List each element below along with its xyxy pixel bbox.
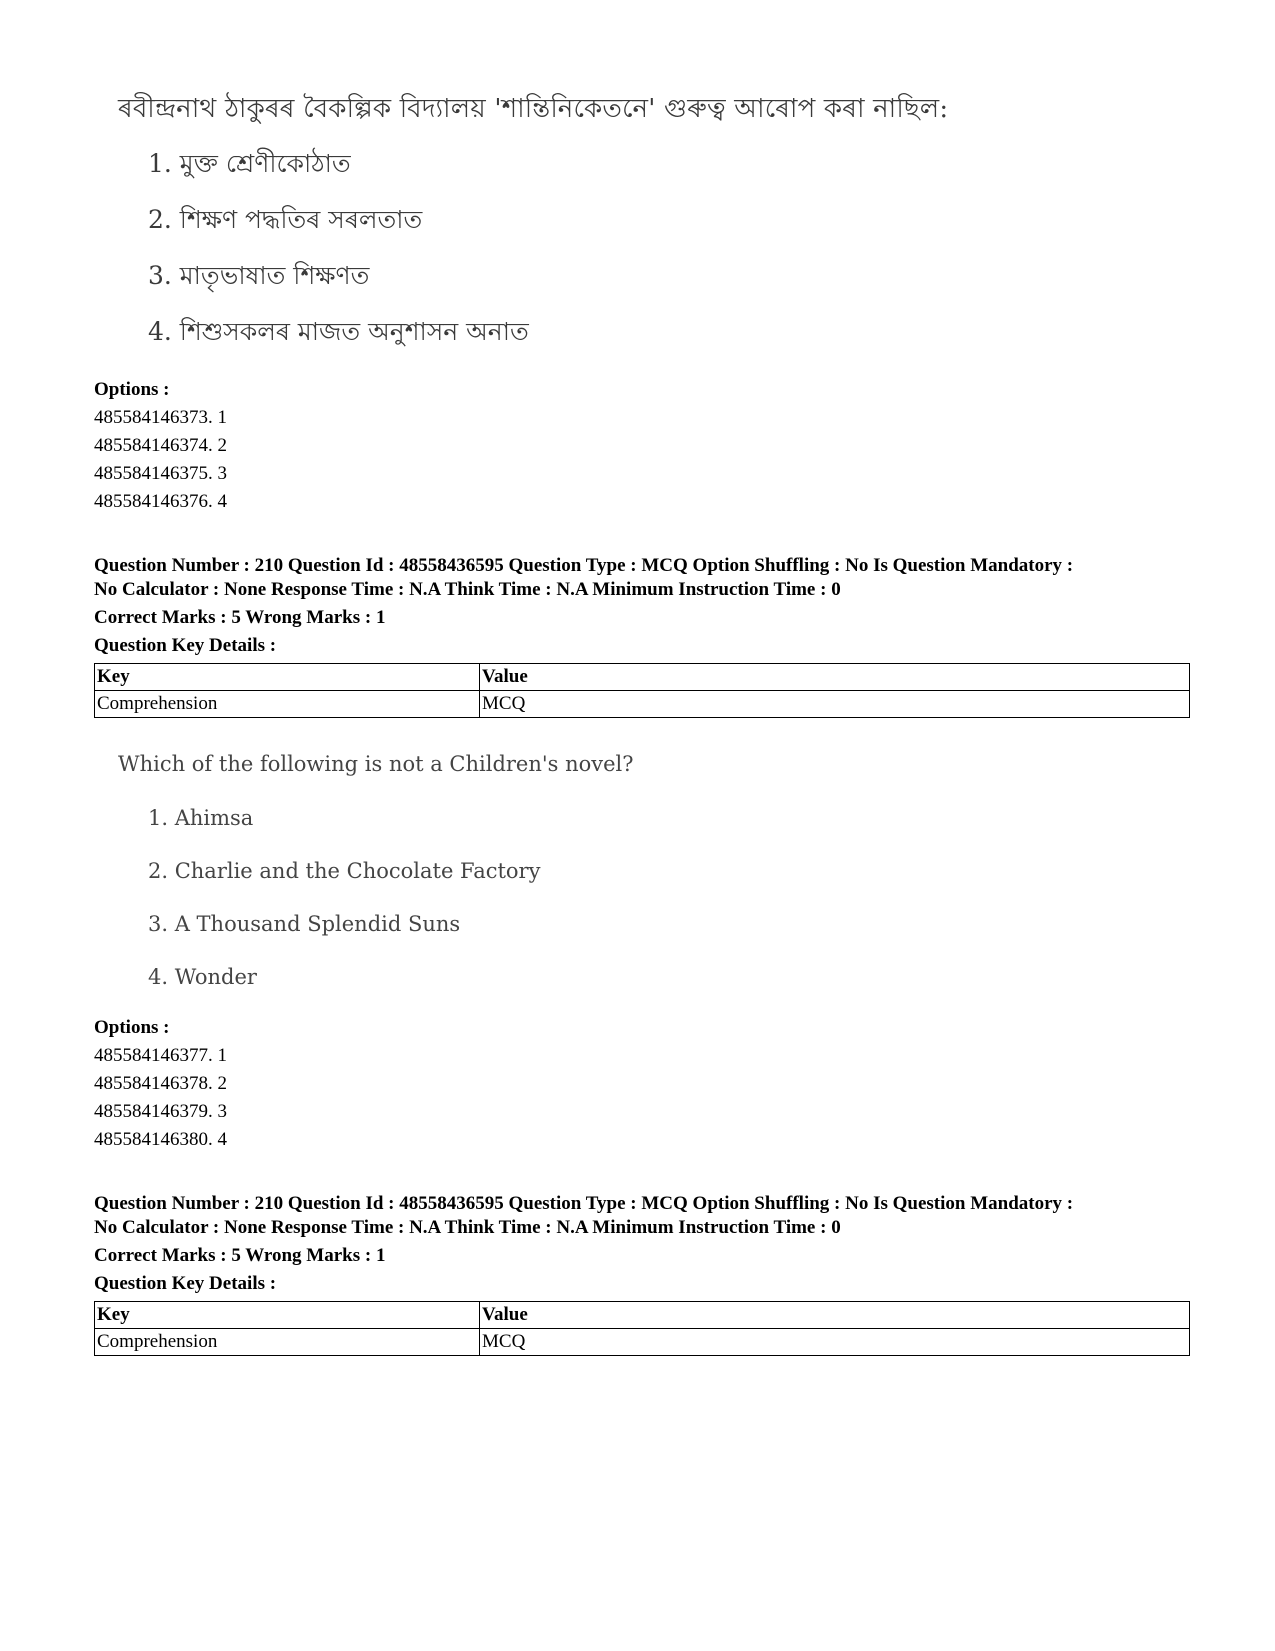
option-id-line: 485584146379. 3 xyxy=(94,1101,227,1122)
table-row xyxy=(95,691,1190,718)
option-id-line: 485584146380. 4 xyxy=(94,1129,227,1150)
question-image-assamese xyxy=(118,84,949,359)
table-row xyxy=(95,1329,1190,1356)
option-id-line: 485584146376. 4 xyxy=(94,491,227,512)
table-header-key: Key xyxy=(95,664,480,691)
table-header-row xyxy=(95,1302,1190,1329)
table-cell-key: Comprehension xyxy=(95,691,480,718)
question-choice-2: 2. শিক্ষণ পদ্ধতিৰ সৰলতাত xyxy=(148,205,423,234)
question-meta-line-1: Question Number : 210 Question Id : 48558436595 Question Type : MCQ Option Shuffling : No Is Question Mandatory : xyxy=(94,555,1074,576)
table-cell-value: MCQ xyxy=(480,691,1190,718)
key-details-label: Question Key Details : xyxy=(94,635,277,656)
question-image-english xyxy=(118,752,718,1002)
question-stem: ৰবীন্দ্ৰনাথ ঠাকুৰৰ বৈকল্পিক বিদ্যালয় 'শান্তিনিকেতনে' গুৰুত্ব আৰোপ কৰা নাছিল: xyxy=(118,94,949,124)
question-meta-line-1: Question Number : 210 Question Id : 48558436595 Question Type : MCQ Option Shuffling : No Is Question Mandatory : xyxy=(94,1193,1074,1214)
table-header-value: Value xyxy=(480,1302,1190,1329)
table-header-row xyxy=(95,664,1190,691)
table-cell-value: MCQ xyxy=(480,1329,1190,1356)
key-details-table xyxy=(94,663,1190,718)
option-id-line: 485584146378. 2 xyxy=(94,1073,227,1094)
marks-line: Correct Marks : 5 Wrong Marks : 1 xyxy=(94,1245,386,1266)
key-details-label: Question Key Details : xyxy=(94,1273,277,1294)
option-id-line: 485584146373. 1 xyxy=(94,407,227,428)
options-label: Options : xyxy=(94,379,170,400)
options-label: Options : xyxy=(94,1017,170,1038)
option-id-line: 485584146377. 1 xyxy=(94,1045,227,1066)
table-header-key: Key xyxy=(95,1302,480,1329)
question-choice-3: 3. মাতৃভাষাত শিক্ষণত xyxy=(148,261,370,290)
marks-line: Correct Marks : 5 Wrong Marks : 1 xyxy=(94,607,386,628)
table-header-value: Value xyxy=(480,664,1190,691)
question-stem: Which of the following is not a Children's novel? xyxy=(118,752,634,776)
option-id-line: 485584146375. 3 xyxy=(94,463,227,484)
question-choice-1: 1. মুক্ত শ্ৰেণীকোঠাত xyxy=(148,149,351,178)
option-id-line: 485584146374. 2 xyxy=(94,435,227,456)
question-meta-line-2: No Calculator : None Response Time : N.A Think Time : N.A Minimum Instruction Time : 0 xyxy=(94,579,841,600)
table-cell-key: Comprehension xyxy=(95,1329,480,1356)
question-choice-1: 1. Ahimsa xyxy=(148,806,254,830)
question-meta-line-2: No Calculator : None Response Time : N.A Think Time : N.A Minimum Instruction Time : 0 xyxy=(94,1217,841,1238)
question-choice-3: 3. A Thousand Splendid Suns xyxy=(148,912,461,936)
key-details-table xyxy=(94,1301,1190,1356)
question-choice-4: 4. শিশুসকলৰ মাজত অনুশাসন অনাত xyxy=(148,317,529,346)
question-choice-2: 2. Charlie and the Chocolate Factory xyxy=(148,859,541,883)
question-choice-4: 4. Wonder xyxy=(148,965,257,989)
